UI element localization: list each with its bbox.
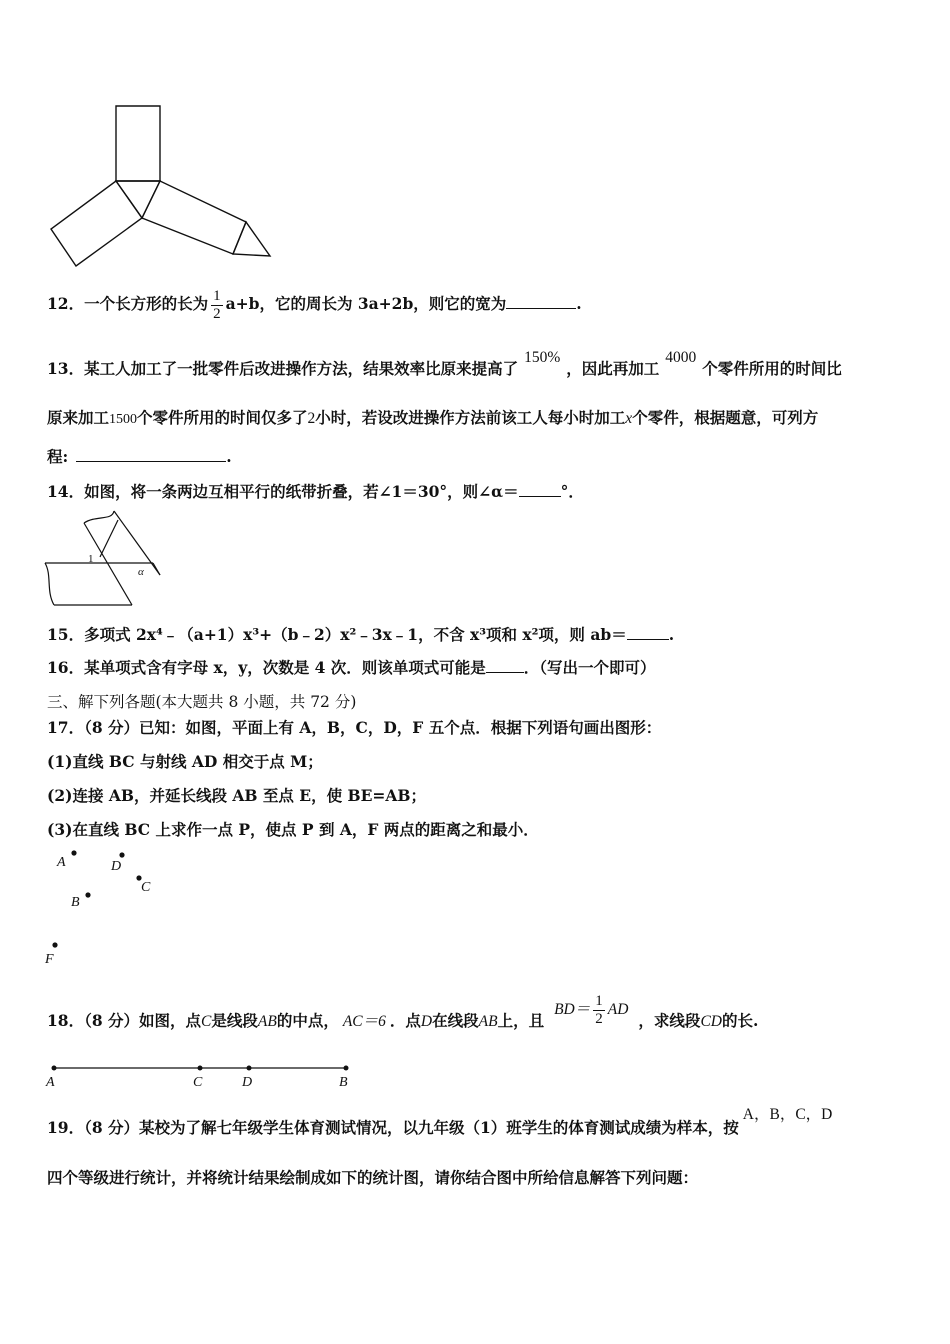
point-d [119, 852, 124, 857]
point-b [85, 892, 90, 897]
answer-blank[interactable] [519, 481, 561, 498]
question-14: 14．如图，将一条两边互相平行的纸带折叠，若∠1＝30°，则∠α＝ °． [47, 482, 584, 501]
point-a [71, 850, 76, 855]
answer-blank[interactable] [506, 293, 576, 310]
question-13-line3: 程: . [47, 447, 232, 466]
folded-strip-figure [40, 505, 175, 610]
label-d: D [242, 1075, 253, 1090]
question-13-line1: 13．某工人加工了一批零件后改进操作方法，结果效率比原来提高了150%，因此再加工4000个零件所用的时间比 [47, 349, 842, 378]
segment-figure [40, 1058, 360, 1090]
question-18: 18．（8 分）如图，点C是线段AB的中点， AC＝6 ．点D在线段AB上，且BD＝ $\frac{1}{2}$ AD，求线段CD的长. [47, 993, 759, 1030]
question-19-line2: 四个等级进行统计，并将统计结果绘制成如下的统计图，请你结合图中所给信息解答下列问题： [47, 1168, 699, 1187]
answer-blank[interactable] [76, 446, 226, 463]
question-13-line2: 原来加工1500个零件所用的时间仅多了2小时，若设改进操作方法前该工人每小时加工x个零件，根据题意，可列方 [47, 408, 819, 427]
label-b: B [71, 895, 80, 910]
five-points-figure [40, 845, 170, 975]
question-17-title: 17．（8 分）已知：如图，平面上有 A，B，C，D，F 五个点．根据下列语句画出图形： [47, 718, 662, 737]
question-17-step2: (2)连接 AB，并延长线段 AB 至点 E，使 BE=AB； [47, 786, 427, 805]
answer-blank[interactable] [486, 657, 524, 674]
label-d: D [111, 859, 122, 874]
angle-1-label: 1 [88, 553, 94, 565]
squares-triangles-figure [40, 100, 280, 275]
question-12: 12．一个长方形的长为 $\frac{1}{2}$ a+b，它的周长为 3a+2b，则它的宽为 . [47, 288, 582, 322]
label-b: B [339, 1075, 348, 1090]
question-17-step1: (1)直线 BC 与射线 AD 相交于点 M； [47, 752, 323, 771]
question-15: 15．多项式 2x⁴﹣（a+1）x³+（b﹣2）x²﹣3x﹣1，不含 x³项和 x²项，则 ab＝ . [47, 625, 675, 644]
section-heading: 三、解下列各题(本大题共 8 小题，共 72 分) [47, 693, 357, 711]
label-c: C [193, 1075, 203, 1090]
question-17-step3: (3)在直线 BC 上求作一点 P，使点 P 到 A，F 两点的距离之和最小． [47, 820, 539, 839]
answer-blank[interactable] [627, 624, 669, 641]
label-f: F [45, 952, 54, 967]
question-16: 16．某单项式含有字母 x，y，次数是 4 次．则该单项式可能是 ．（写出一个即可） [47, 658, 656, 677]
fraction: $\frac{1}{2}$ [213, 288, 221, 322]
label-a: A [46, 1075, 55, 1090]
label-c: C [141, 880, 151, 895]
label-a: A [57, 855, 66, 870]
question-19-line1: 19．（8 分）某校为了解七年级学生体育测试情况，以九年级（1）班学生的体育测试成绩为样本，按A，B，C，D [47, 1106, 833, 1137]
point-f [52, 942, 57, 947]
angle-alpha-label: α [138, 566, 144, 578]
